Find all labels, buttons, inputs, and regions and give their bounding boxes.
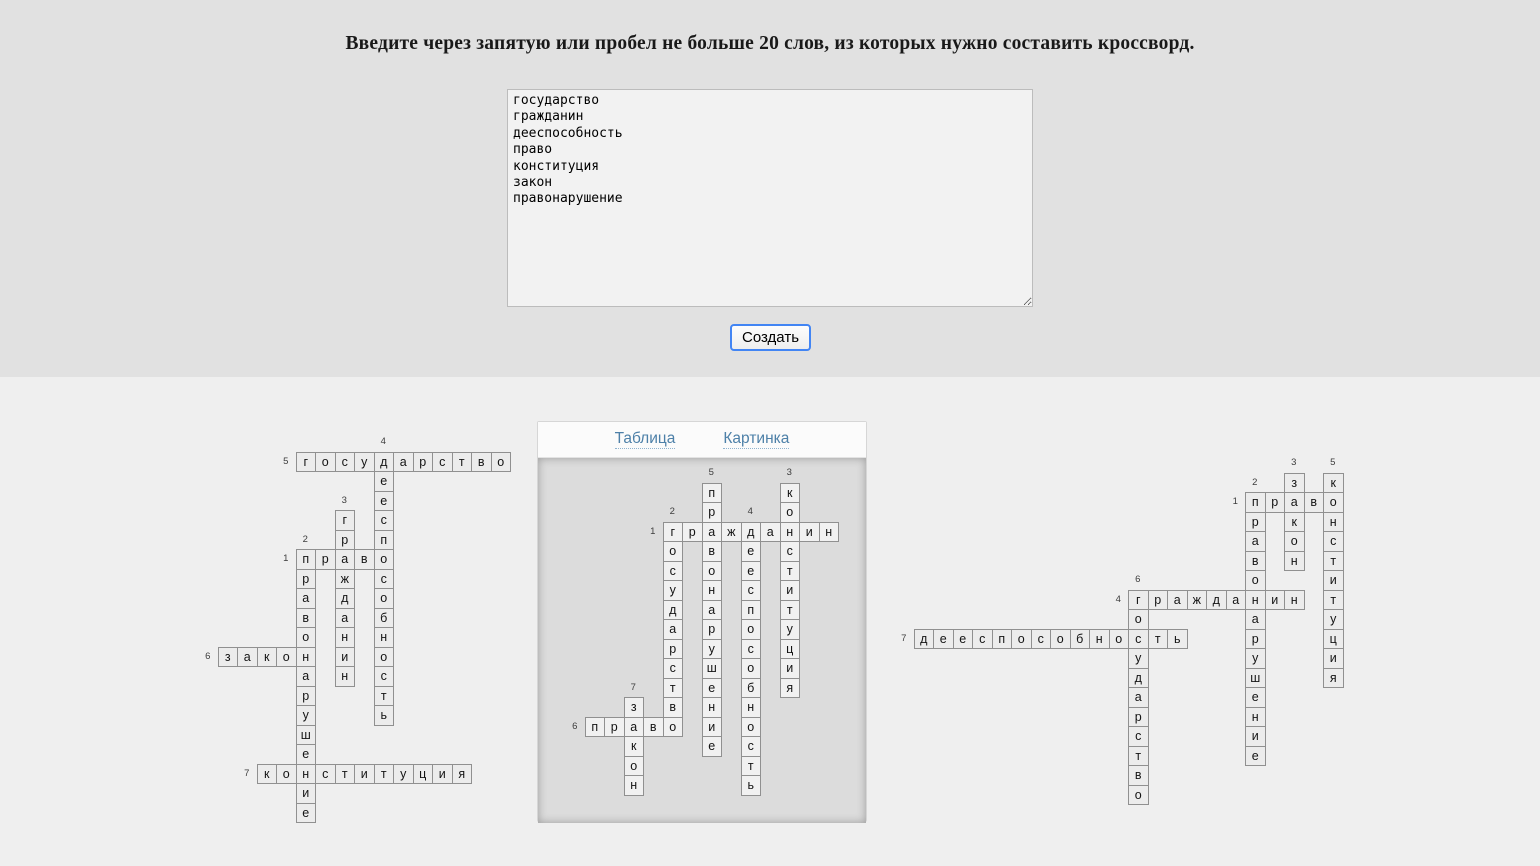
clue-number: 2 [1252,476,1258,488]
crossword-cell: р [1265,492,1286,513]
clue-number: 3 [786,467,792,478]
crossword-cell: а [1128,687,1149,708]
crossword-cell: и [799,522,820,543]
crossword-cell: а [296,588,317,609]
crossword-cell: с [1128,629,1149,650]
create-button[interactable]: Создать [730,324,811,351]
clue-number: 7 [901,632,907,644]
crossword-cell: б [741,678,762,699]
crossword-cell: п [585,717,606,738]
crossword-cell: и [296,783,317,804]
crossword-cell: а [1284,492,1305,513]
crossword-cell: а [663,619,684,640]
crossword-cell: а [1226,590,1247,611]
crossword-cell: я [1323,668,1344,689]
crossword-cell: ь [741,775,762,796]
crossword-cell: в [296,608,317,629]
crossword-cell: и [335,647,356,668]
crossword-cell: з [218,647,239,668]
crossword-cell: н [1284,551,1305,572]
crossword-cell: п [702,483,723,504]
crossword-cell: з [1284,473,1305,494]
crossword-cell: г [663,522,684,543]
crossword-cell: т [1323,590,1344,611]
crossword-cell: н [296,764,317,785]
crossword-cell: о [1050,629,1071,650]
crossword-cell: в [1128,765,1149,786]
crossword-cell: с [663,561,684,582]
crossword-cell: а [237,647,258,668]
crossword-cell: о [1323,492,1344,513]
crossword-cell: а [393,452,414,473]
crossword-cell: о [741,717,762,738]
tab-picture[interactable]: Картинка [723,430,789,450]
crossword-cell: п [741,600,762,621]
crossword-cell: а [702,600,723,621]
crossword-cell: р [682,522,703,543]
crossword-cell: р [702,502,723,523]
crossword-cell: д [1128,668,1149,689]
crossword-cell: я [780,678,801,699]
crossword-cell: о [1128,785,1149,806]
crossword-cell: к [1323,473,1344,494]
crossword-cell: в [643,717,664,738]
crossword-cell: е [1245,687,1266,708]
crossword-cell: о [663,717,684,738]
crossword-cell: о [702,561,723,582]
crossword-cell: е [702,736,723,757]
crossword-cell: н [374,627,395,648]
crossword-cell: р [315,549,336,570]
crossword-cell: р [335,530,356,551]
crossword-cell: о [741,619,762,640]
crossword-grid-middle [565,463,839,796]
crossword-cell: и [780,580,801,601]
crossword-cell: п [992,629,1013,650]
crossword-cell: о [276,764,297,785]
crossword-cell: т [1323,551,1344,572]
crossword-cell: р [296,569,317,590]
crossword-cell: у [1323,609,1344,630]
crossword-cell: н [1323,512,1344,533]
crossword-cell: н [780,522,801,543]
crossword-cell: в [702,541,723,562]
crossword-cell: у [296,705,317,726]
crossword-cell: е [374,491,395,512]
crossword-cell: и [702,717,723,738]
crossword-cell: а [624,717,645,738]
crossword-cell: е [1245,746,1266,767]
crossword-cell: н [1089,629,1110,650]
crossword-cell: ц [1323,629,1344,650]
crossword-cell: ш [296,725,317,746]
crossword-cell: в [471,452,492,473]
crossword-cell: р [663,639,684,660]
clue-number: 2 [302,533,308,545]
crossword-cell: с [1128,726,1149,747]
crossword-cell: у [354,452,375,473]
clue-number: 4 [1115,593,1121,605]
crossword-cell: к [1284,512,1305,533]
results-section [0,377,1540,866]
clue-number: 1 [283,553,289,564]
crossword-cell: р [1128,707,1149,728]
crossword-cell: ц [780,639,801,660]
crossword-cell: п [296,549,317,570]
crossword-cell: у [780,619,801,640]
crossword-cell: т [741,756,762,777]
clue-number: 6 [205,650,211,662]
crossword-cell: р [604,717,625,738]
crossword-grid-left [198,432,511,823]
crossword-cell: с [374,569,395,590]
crossword-cell: у [1128,648,1149,669]
tab-table[interactable]: Таблица [615,430,676,450]
crossword-cell: в [1304,492,1325,513]
crossword-cell: к [257,647,278,668]
crossword-cell: ж [1187,590,1208,611]
crossword-cell: а [760,522,781,543]
crossword-cell: т [1148,629,1169,650]
crossword-cell: н [335,627,356,648]
crossword-cell: а [702,522,723,543]
crossword-cell: б [374,608,395,629]
crossword-cell: о [1128,609,1149,630]
crossword-cell: д [1206,590,1227,611]
crossword-cell: е [296,803,317,824]
crossword-cell: ь [374,705,395,726]
crossword-cell: ж [335,569,356,590]
clue-number: 5 [1330,457,1336,468]
clue-number: 4 [380,436,386,447]
crossword-cell: о [374,647,395,668]
panel-body [538,458,866,823]
crossword-cell: у [702,639,723,660]
crossword-cell: р [296,686,317,707]
crossword-cell: а [335,608,356,629]
crossword-cell: т [663,678,684,699]
crossword-cell: о [374,588,395,609]
crossword-cell: б [1070,629,1091,650]
crossword-cell: с [741,639,762,660]
crossword-cell: о [276,647,297,668]
crossword-cell: е [702,678,723,699]
clue-number: 7 [630,681,636,693]
crossword-cell: р [413,452,434,473]
crossword-cell: е [953,629,974,650]
crossword-cell: с [374,666,395,687]
input-section [0,0,1540,377]
crossword-cell: з [624,697,645,718]
crossword-cell: о [1011,629,1032,650]
crossword-cell: и [780,658,801,679]
crossword-cell: н [819,522,840,543]
crossword-cell: у [393,764,414,785]
crossword-cell: и [432,764,453,785]
crossword-cell: и [1265,590,1286,611]
crossword-cell: о [741,658,762,679]
crossword-cell: г [335,510,356,531]
crossword-cell: р [702,619,723,640]
crossword-grid-right [894,453,1344,805]
crossword-cell: е [741,561,762,582]
crossword-cell: а [296,666,317,687]
crossword-cell: с [663,658,684,679]
crossword-cell: ь [1167,629,1188,650]
crossword-cell: с [1031,629,1052,650]
crossword-cell: т [374,764,395,785]
crossword-cell: о [491,452,512,473]
crossword-cell: с [335,452,356,473]
crossword-cell: д [335,588,356,609]
crossword-cell: и [1323,570,1344,591]
crossword-cell: о [1284,531,1305,552]
crossword-cell: и [1323,648,1344,669]
crossword-cell: а [1245,609,1266,630]
crossword-cell: п [1245,492,1266,513]
crossword-cell: о [296,627,317,648]
crossword-cell: а [1245,531,1266,552]
clue-number: 5 [708,467,714,478]
crossword-cell: и [1245,726,1266,747]
crossword-cell: н [1245,707,1266,728]
crossword-cell: н [296,647,317,668]
crossword-cell: а [1167,590,1188,611]
words-input[interactable] [507,89,1033,307]
crossword-cell: н [741,697,762,718]
crossword-cell: г [296,452,317,473]
crossword-cell: р [1245,629,1266,650]
crossword-cell: ж [721,522,742,543]
crossword-cell: д [663,600,684,621]
crossword-cell: н [624,775,645,796]
clue-number: 6 [572,720,578,732]
crossword-cell: я [452,764,473,785]
crossword-cell: ц [413,764,434,785]
crossword-cell: с [741,736,762,757]
crossword-cell: н [1284,590,1305,611]
crossword-cell: н [1245,590,1266,611]
crossword-cell: д [914,629,935,650]
crossword-cell: у [663,580,684,601]
crossword-cell: р [1148,590,1169,611]
crossword-cell: с [432,452,453,473]
crossword-cell: д [741,522,762,543]
crossword-cell: т [780,561,801,582]
crossword-cell: к [624,736,645,757]
crossword-cell: д [374,452,395,473]
crossword-cell: в [1245,551,1266,572]
clue-number: 5 [283,455,289,467]
crossword-cell: е [296,744,317,765]
crossword-cell: у [1245,648,1266,669]
crossword-cell: о [780,502,801,523]
crossword-cell: с [741,580,762,601]
crossword-cell: о [624,756,645,777]
crossword-cell: н [702,580,723,601]
clue-number: 4 [747,506,753,517]
clue-number: 2 [669,506,675,517]
instruction-text: Введите через запятую или пробел не больше 20 слов, из которых нужно составить кроссворд. [345,33,1195,54]
clue-number: 3 [1291,457,1297,468]
crossword-cell: о [1109,629,1130,650]
crossword-cell: о [663,541,684,562]
crossword-cell: н [702,697,723,718]
clue-number: 6 [1135,574,1141,585]
crossword-cell: н [335,666,356,687]
crossword-cell: ш [1245,668,1266,689]
crossword-cell: с [1323,531,1344,552]
crossword-cell: т [1128,746,1149,767]
clue-number: 3 [341,494,347,506]
crossword-cell: о [315,452,336,473]
crossword-cell: е [741,541,762,562]
panel-tab-bar [538,422,866,458]
crossword-cell: т [452,452,473,473]
crossword-cell: р [1245,512,1266,533]
crossword-cell: с [374,510,395,531]
crossword-cell: и [354,764,375,785]
crossword-cell: о [374,549,395,570]
crossword-cell: ш [702,658,723,679]
crossword-cell: е [374,471,395,492]
crossword-cell: к [780,483,801,504]
crossword-cell: е [933,629,954,650]
crossword-cell: г [1128,590,1149,611]
crossword-cell: п [374,530,395,551]
crossword-cell: в [663,697,684,718]
clue-number: 7 [244,767,250,779]
crossword-cell: с [972,629,993,650]
crossword-cell: о [1245,570,1266,591]
clue-number: 1 [650,525,656,537]
result-panel [537,421,867,822]
crossword-cell: к [257,764,278,785]
clue-number: 1 [1232,496,1238,507]
crossword-cell: с [315,764,336,785]
crossword-cell: в [354,549,375,570]
crossword-cell: с [780,541,801,562]
crossword-cell: т [335,764,356,785]
crossword-cell: а [335,549,356,570]
crossword-cell: т [374,686,395,707]
crossword-cell: т [780,600,801,621]
